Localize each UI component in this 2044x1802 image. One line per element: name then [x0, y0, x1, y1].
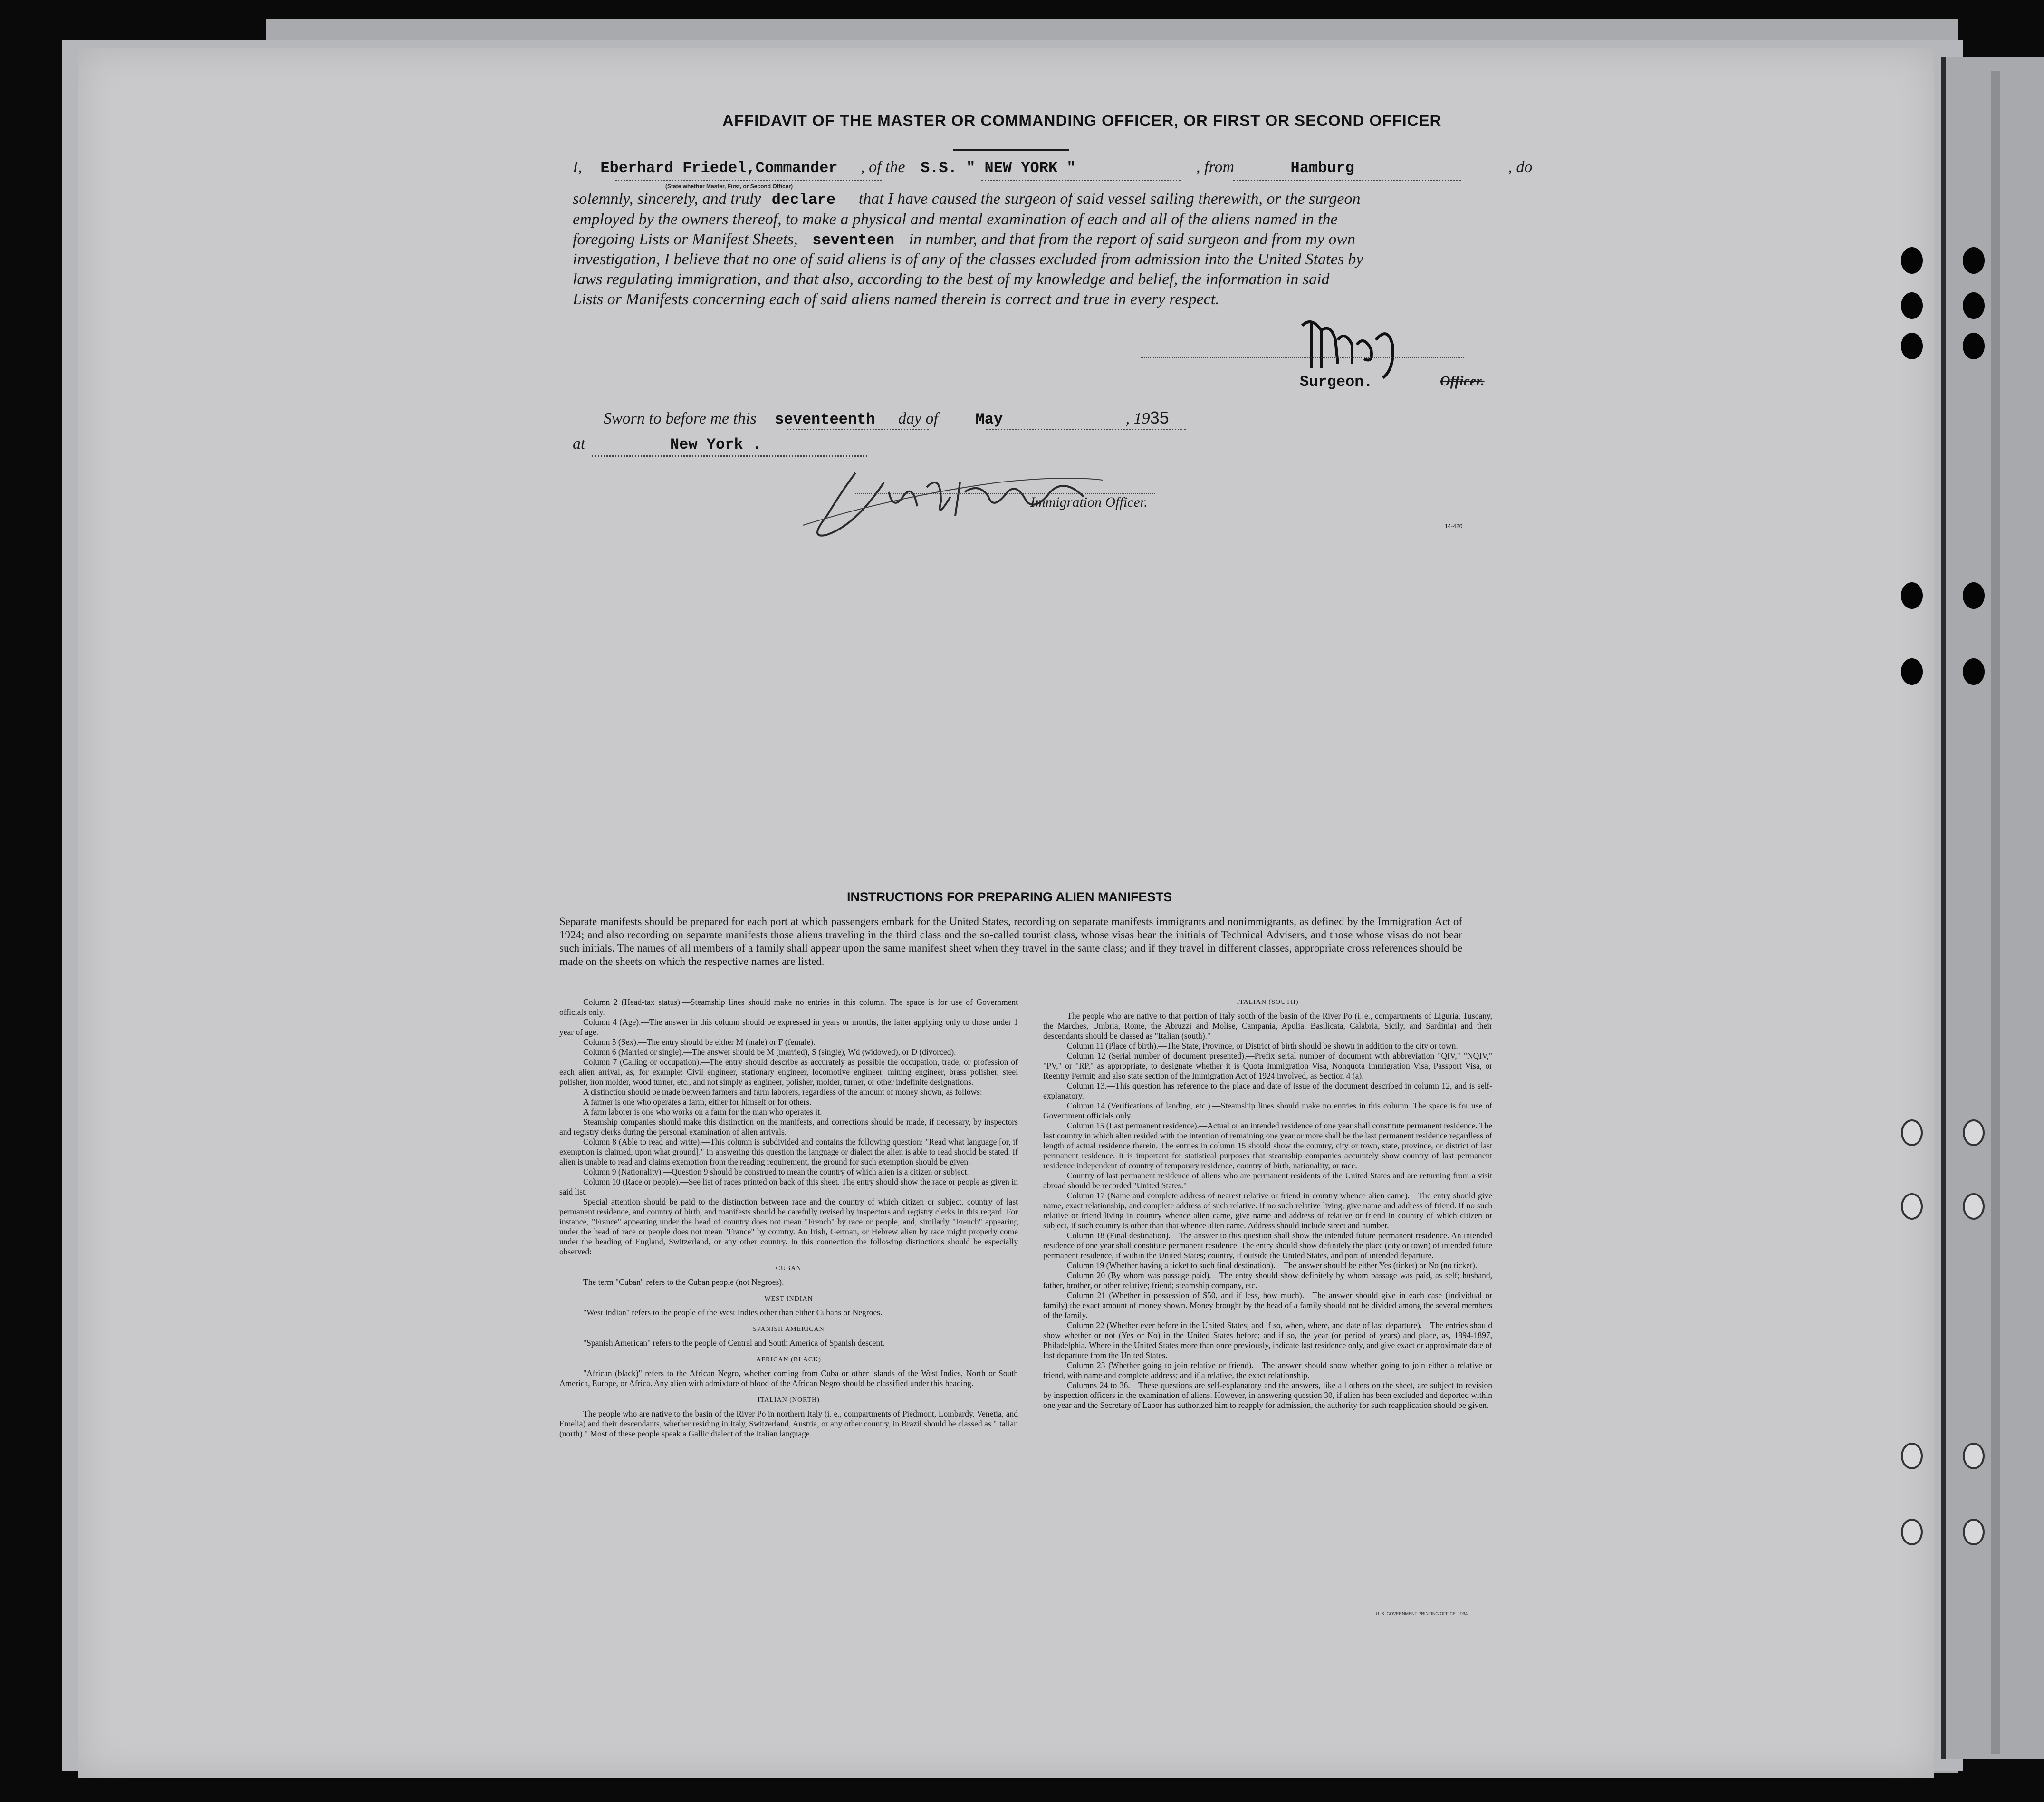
right-paragraph: Country of last permanent residence of aliens who are permanent residents of the United States and are returning from a visit abroad should be recorded "United States." [1043, 1171, 1492, 1190]
left-paragraph: A distinction should be made between farmers and farm laborers, regardless of the amount of money shown, as follows: [583, 1087, 982, 1097]
name-underline [615, 180, 882, 181]
binding-hole [1963, 333, 1985, 359]
right-paragraph: Columns 24 to 36.—These questions are self-explanatory and the answers, like all others on the sheet, are subject to revision by inspection officers in the examination of aliens. However, in answering question 30, if alien has been excluded and deported within one year and the Secretary of Labor has authorized him to reapply for admission, the authority for such reapplication should be given. [1043, 1380, 1492, 1410]
binding-hole [1901, 582, 1923, 609]
right-paragraph: Column 20 (By whom was passage paid).—The entry should show definitely by whom passage was paid, as self; husband, father, brother, or other relative; friend; steamship company, etc. [1043, 1271, 1492, 1290]
west-indian-text: "West Indian" refers to the people of the West Indies other than either Cubans or Negroes. [583, 1308, 883, 1317]
year-suffix: 35 [1150, 408, 1169, 427]
binding-hole [1963, 1193, 1985, 1220]
declare-field: declare [771, 191, 836, 209]
left-paragraph: Special attention should be paid to the distinction between race and the country of which citizen or subject, country of last permanent residence, and country of birth, and manifests should be carefully revised by inspectors and registry clerks in this regard. For instance, "France" appearing under the head of country does not mean "French" by race or people, and, similarly "French" appearing under the head of race or people does not mean "France" by country. An Irish, German, or Hebrew alien by race might properly come under the heading of England, Switzerland, or any other country. In this connection the following distinctions should be especially observed: [559, 1197, 1018, 1256]
location-field: New York . [670, 436, 761, 453]
instructions-left-column [559, 997, 1018, 1439]
officer-rank-note: (State whether Master, First, or Second Officer) [665, 183, 793, 190]
line4-post: in number, and that from the report of said surgeon and from my own [909, 231, 1356, 248]
left-paragraph: Column 4 (Age).—The answer in this column should be expressed in years or months, the latter applying only to those under 1 year of age. [559, 1017, 1018, 1037]
left-paragraph: Column 6 (Married or single).—The answer should be M (married), S (single), Wd (widowed), or D (divorced). [583, 1047, 956, 1057]
spanish-american-text: "Spanish American" refers to the people of Central and South America of Spanish descent. [583, 1338, 885, 1348]
west-indian-heading: WEST INDIAN [764, 1295, 813, 1302]
sworn-month-underline [986, 429, 1186, 430]
right-paragraph: Column 17 (Name and complete address of nearest relative or friend in country whence alien came).—The entry should give name, exact relationship, and complete address of such relative. If no such relative living, give name and address of friend. If no such relative or friend living in country whence alien came, give name and address of relative or friend in country of which citizen or subject, if such country is other than that whence alien came. Address should include street and number. [1043, 1191, 1492, 1230]
affidavit-line-1 [573, 158, 1532, 177]
sheet-count-field: seventeen [812, 231, 895, 249]
sworn-day-underline [787, 429, 929, 430]
title-rule [953, 149, 1069, 151]
form-number: 14-420 [1445, 523, 1463, 530]
binding-hole [1901, 333, 1923, 359]
affidavit-line-4 [573, 231, 1355, 249]
right-paragraph: Column 22 (Whether ever before in the United States; and if so, when, where, and date of last departure).—The entries should show whether or not (Yes or No) in the United States before; and if so, the year (or period of years) and place, as, 1894-1897, Philadelphia. Where in the United States more than once previously, indicate last residence only, and give exact or approximate date of last departure from the United States. [1043, 1320, 1492, 1360]
printing-office-note: U. S. GOVERNMENT PRINTING OFFICE: 1934 [1376, 1611, 1468, 1616]
binding-hole [1901, 1193, 1923, 1220]
binding-hole [1963, 582, 1985, 609]
spanish-american-heading: SPANISH AMERICAN [753, 1326, 825, 1333]
vessel-name-field: S.S. " NEW YORK " [921, 159, 1076, 177]
binding-hole [1901, 292, 1923, 319]
line2-pre: solemnly, sincerely, and truly [573, 190, 761, 208]
port-underline [1233, 180, 1461, 181]
affidavit-line-7: Lists or Manifests concerning each of said aliens named therein is correct and true in every respect. [573, 290, 1219, 308]
binding-hole [1901, 1443, 1923, 1469]
african-text: "African (black)" refers to the African Negro, whether coming from Cuba or other islands of the West Indies, North or South America, Europe, or Africa. Any alien with admixture of blood of the African Negro should be classified under this heading. [559, 1368, 1018, 1388]
of-the-label: , of the [861, 158, 905, 176]
right-paragraph: Column 14 (Verifications of landing, etc.).—Steamship lines should make no entries in this column. The space is for use of Government officials only. [1043, 1101, 1492, 1120]
right-paragraph: Column 18 (Final destination).—The answer to this question shall show the intended future permanent residence. An intended residence of one year shall constitute permanent residence. The entry should show definitely the place (city or town) of intended future permanent residence, if within the United States; country, if outside the United States, and port of intended departure. [1043, 1231, 1492, 1260]
cuban-text: The term "Cuban" refers to the Cuban people (not Negroes). [583, 1277, 784, 1287]
italian-south-heading: ITALIAN (SOUTH) [1237, 999, 1299, 1006]
surgeon-signature-line [1141, 357, 1464, 358]
binder-edge [1991, 71, 2000, 1754]
affidavit-line-6: laws regulating immigration, and that also, according to the best of my knowledge and belief, the information in said [573, 270, 1330, 288]
vessel-underline [981, 180, 1181, 181]
binding-hole [1963, 1519, 1985, 1545]
instructions-right-column [1043, 997, 1492, 1410]
italian-north-text: The people who are native to the basin of the River Po in northern Italy (i. e., compartments of Piedmont, Lombardy, Venetia, and Emelia) and their descendants, whether residing in Italy, Switzerland, Austria, or any other country, in Brazil should be classed as "Italian (north)." Most of these people speak a Gallic dialect of the Italian language. [559, 1409, 1018, 1438]
binding-hole [1901, 658, 1923, 685]
left-paragraph: Column 2 (Head-tax status).—Steamship lines should make no entries in this column. The space is for use of Government officials only. [559, 997, 1018, 1017]
right-paragraph: Column 11 (Place of birth).—The State, Province, or District of birth should be shown in addition to the city or town. [1067, 1041, 1458, 1050]
affidavit-title: AFFIDAVIT OF THE MASTER OR COMMANDING OFFICER, OR FIRST OR SECOND OFFICER [722, 112, 1442, 129]
left-paragraph: Steamship companies should make this distinction on the manifests, and corrections should be made, if necessary, by inspectors and registry clerks during the personal examination of alien arrivals. [559, 1117, 1018, 1137]
sworn-label: Sworn to before me this [604, 410, 757, 427]
sworn-line [604, 408, 1169, 428]
left-paragraph: Column 7 (Calling or occupation).—The entry should describe as accurately as possible the occupation, trade, or profession of each alien arrival, as, for example: Civil engineer, stationary engineer, locomotive engineer, mining engineer, brass polisher, steel polisher, iron molder, wood turner, etc., and not simply as engineer, polisher, molder, turner, or other indefinite designations. [559, 1057, 1018, 1087]
binding-hole [1963, 1119, 1985, 1146]
line4-pre: foregoing Lists or Manifest Sheets, [573, 231, 798, 248]
left-paragraph: A farm laborer is one who works on a farm for the man who operates it. [583, 1107, 822, 1117]
right-paragraph: Column 12 (Serial number of document presented).—Prefix serial number of document with abbreviation "QIV," "NQIV," "PV," or "RP," as appropriate, to designate whether it is Quota Immigration Visa, Nonquota Immigration Visa, Passport Visa, or Reentry Permit; and also state section of the Immigration Act of 1924 involved, as Section 4 (a). [1043, 1051, 1492, 1080]
left-paragraph: Column 10 (Race or people).—See list of races printed on back of this sheet. The entry should show the race or people as given in said list. [559, 1177, 1018, 1196]
officer-name-field: Eberhard Friedel,Commander [600, 159, 838, 177]
instructions-intro: Separate manifests should be prepared for each port at which passengers embark for the United States, recording on separate manifests immigrants and nonimmigrants, as defined by the Immigration Act of 1924; and also recording on separate manifests those aliens traveling in the third class and the so-called tourist class, whose visas bear the initials of Technical Advisers, and those whose visas do not bear such initials. The names of all members of a family shall appear upon the same manifest sheet when they travel in the same class; and if they travel in different classes, appropriate cross references should be made on the sheets on which the respective names are listed. [559, 915, 1462, 967]
immigration-officer-label: Immigration Officer. [1030, 494, 1148, 510]
departure-port-field: Hamburg [1290, 159, 1354, 177]
binding-hole [1963, 658, 1985, 685]
from-label: , from [1196, 158, 1235, 176]
year-prefix: , 19 [1125, 410, 1150, 427]
officer-label-struck: Officer. [1440, 373, 1485, 389]
right-paragraph: Column 13.—This question has reference to the place and date of issue of the document described in column 12, and is self-explanatory. [1043, 1081, 1492, 1100]
right-paragraph: Column 15 (Last permanent residence).—Actual or an intended residence of one year shall constitute permanent residence. The last country in which alien resided with the intention of remaining one year or more shall be the last permanent residence regardless of length of actual residence therein. The entries in column 15 should show the country, city or town, state, province, or district of last permanent residence. It is important for statistical purposes that steamship companies accurately show country of last permanent residence independent of country of temporary residence, country of birth, nationality, or race. [1043, 1121, 1492, 1170]
binding-hole [1963, 1443, 1985, 1469]
sworn-month-field: May [975, 411, 1003, 428]
african-heading: AFRICAN (BLACK) [756, 1356, 821, 1363]
surgeon-label: Surgeon. [1300, 373, 1373, 391]
affidavit-line-3: employed by the owners thereof, to make a physical and mental examination of each and all of the aliens named in the [573, 211, 1338, 228]
at-line [573, 435, 761, 453]
surgeon-signature [1293, 311, 1416, 383]
right-paragraph: Column 19 (Whether having a ticket to such final destination).—The answer should be either Yes (ticket) or No (no ticket). [1067, 1261, 1478, 1270]
i-label: I, [573, 158, 582, 176]
sworn-day-field: seventeenth [775, 411, 875, 428]
location-underline [592, 455, 867, 457]
do-label: , do [1508, 158, 1533, 176]
italian-north-heading: ITALIAN (NORTH) [758, 1397, 820, 1404]
left-paragraph: Column 5 (Sex).—The entry should be either M (male) or F (female). [583, 1037, 816, 1047]
right-paragraph: Column 23 (Whether going to join relative or friend).—The answer should show whether going to join either a relative or friend, with name and complete address; and if a relative, the exact relationship. [1043, 1360, 1492, 1380]
binding-hole [1963, 292, 1985, 319]
instructions-title: INSTRUCTIONS FOR PREPARING ALIEN MANIFESTS [847, 890, 1172, 904]
affidavit-line-2 [573, 190, 1360, 209]
affidavit-line-5: investigation, I believe that no one of said aliens is of any of the classes excluded from admission into the United States by [573, 251, 1363, 268]
binding-hole [1901, 1119, 1923, 1146]
binding-hole [1963, 247, 1985, 274]
line2-post: that I have caused the surgeon of said vessel sailing therewith, or the surgeon [858, 190, 1361, 208]
at-label: at [573, 435, 585, 453]
binding-hole [1901, 247, 1923, 274]
left-paragraph: A farmer is one who operates a farm, either for himself or for others. [583, 1097, 812, 1107]
left-paragraph: Column 9 (Nationality).—Question 9 should be construed to mean the country of which alien is a citizen or subject. [583, 1167, 969, 1176]
binding-hole [1901, 1519, 1923, 1545]
right-paragraph: The people who are native to that portion of Italy south of the basin of the River Po (i. e., compartments of Liguria, Tuscany, the Marches, Umbria, Rome, the Abruzzi and Molise, Campania, Apulia, Basilicata, Calabria, Sicily, and Sardinia) and their descendants should be classed as "Italian (south)." [1043, 1011, 1492, 1041]
day-of-label: day of [898, 410, 939, 427]
cuban-heading: CUBAN [776, 1265, 802, 1272]
left-paragraph: Column 8 (Able to read and write).—This column is subdivided and contains the following question: "Read what language [or, if exemption is claimed, upon what ground]." In answering this question the language or dialect the alien is able to read should be stated. If alien is unable to read and claims exemption from the reading requirement, the ground for such exemption should be given. [559, 1137, 1018, 1166]
right-paragraph: Column 21 (Whether in possession of $50, and if less, how much).—The answer should give in each case (individual or family) the exact amount of money shown. Money brought by the head of a family should not be divided among the several members of the family. [1043, 1291, 1492, 1320]
